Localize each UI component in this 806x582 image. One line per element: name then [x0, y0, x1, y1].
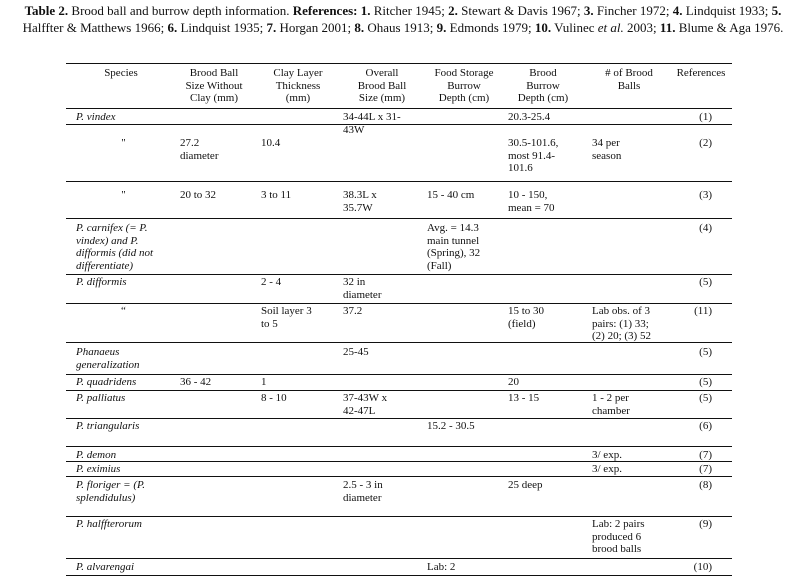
table-cell-species: P. floriger = (P. splendidulus)	[76, 479, 146, 504]
table-cell-ref: (1)	[699, 111, 712, 123]
table-caption	[4, 2, 802, 36]
table-cell-clay: Soil layer 3 to 5	[261, 305, 312, 330]
table-cell-overall: 25-45	[343, 346, 369, 358]
reference-text: Halffter & Matthews 1966;	[22, 20, 168, 35]
table-cell-number: Lab: 2 pairs produced 6 brood balls	[592, 518, 645, 555]
table-cell-species: “	[121, 305, 126, 317]
reference-number: 3.	[583, 3, 594, 18]
table-cell-ref: (4)	[699, 222, 712, 234]
column-header-overall: Overall Brood Ball Size (mm)	[357, 67, 407, 104]
table-cell-overall: 37.2	[343, 305, 363, 317]
column-header-clay: Clay Layer Thickness (mm)	[273, 67, 323, 104]
table-cell-ref: (5)	[699, 392, 712, 404]
table-cell-food: 15 - 40 cm	[427, 189, 475, 201]
row-divider	[66, 516, 732, 517]
table-cell-number: 34 per season	[592, 137, 622, 162]
table-cell-species: P. palliatus	[76, 392, 126, 404]
table-cell-species: P. halffterorum	[76, 518, 143, 530]
table-cell-overall: 34-44L x 31- 43W	[343, 111, 401, 136]
row-divider	[66, 446, 732, 447]
table-cell-ref: (8)	[699, 479, 712, 491]
column-header-food: Food Storage Burrow Depth (cm)	[434, 67, 494, 104]
table-cell-species: "	[121, 137, 126, 149]
table-cell-overall: 37-43W x 42-47L	[343, 392, 388, 417]
reference-text: Edmonds 1979;	[449, 20, 535, 35]
reference-number: 8.	[354, 20, 365, 35]
table-cell-depth: 13 - 15	[508, 392, 540, 404]
table-cell-species: P. vindex	[76, 111, 116, 123]
table-cell-ball: 27.2 diameter	[180, 137, 219, 162]
table-cell-number: 3/ exp.	[592, 449, 622, 461]
table-cell-species: Phanaeus generalization	[76, 346, 140, 371]
reference-number: 7.	[266, 20, 277, 35]
reference-text: Stewart & Davis 1967;	[461, 3, 584, 18]
references-label: References:	[292, 3, 358, 18]
table-cell-clay: 2 - 4	[261, 276, 282, 288]
row-divider	[66, 374, 732, 375]
table-cell-ref: (6)	[699, 420, 712, 432]
reference-text: Vulinec	[554, 20, 598, 35]
row-divider	[66, 303, 732, 304]
table-cell-ref: (11)	[694, 305, 712, 317]
table-cell-species: P. triangularis	[76, 420, 140, 432]
table-cell-overall: 32 in diameter	[343, 276, 382, 301]
reference-text: Horgan 2001;	[279, 20, 355, 35]
reference-number: 4.	[672, 3, 683, 18]
reference-text: Blume & Aga 1976.	[678, 20, 784, 35]
column-header-number: # of Brood Balls	[605, 67, 653, 92]
table-cell-species: P. eximius	[76, 463, 121, 475]
table-cell-ball: 36 - 42	[180, 376, 212, 388]
reference-number: 9.	[436, 20, 447, 35]
row-divider	[66, 418, 732, 419]
reference-number: 10.	[534, 20, 552, 35]
caption-title: Brood ball and burrow depth information.	[71, 3, 290, 18]
row-divider	[66, 218, 732, 219]
table-cell-ref: (3)	[699, 189, 712, 201]
table-cell-depth: 30.5-101.6, most 91.4- 101.6	[508, 137, 559, 174]
table-cell-overall: 2.5 - 3 in diameter	[343, 479, 383, 504]
table-cell-ref: (10)	[693, 561, 712, 573]
table-cell-depth: 25 deep	[508, 479, 543, 491]
row-divider	[66, 181, 732, 182]
table-cell-species: P. demon	[76, 449, 117, 461]
table-cell-species: P. alvarengai	[76, 561, 135, 573]
reference-number: 11.	[659, 20, 676, 35]
table-cell-food: Lab: 2	[427, 561, 456, 573]
table-cell-ball: 20 to 32	[180, 189, 217, 201]
header-bottom-rule	[66, 108, 732, 109]
table-cell-number: 3/ exp.	[592, 463, 622, 475]
table-cell-clay: 1	[261, 376, 267, 388]
reference-text: Lindquist 1935;	[180, 20, 267, 35]
reference-text: Ritcher 1945;	[373, 3, 449, 18]
table-cell-species: P. difformis	[76, 276, 127, 288]
table-cell-number: Lab obs. of 3 pairs: (1) 33; (2) 20; (3) 52	[592, 305, 651, 342]
table-cell-species: "	[121, 189, 126, 201]
row-divider	[66, 476, 732, 477]
table-cell-depth: 10 - 150, mean = 70	[508, 189, 555, 214]
table-cell-clay: 8 - 10	[261, 392, 287, 404]
table-cell-ref: (5)	[699, 376, 712, 388]
table-cell-number: 1 - 2 per chamber	[592, 392, 630, 417]
row-divider	[66, 461, 732, 462]
table-cell-ref: (9)	[699, 518, 712, 530]
reference-number: 5.	[771, 3, 782, 18]
table-cell-food: 15.2 - 30.5	[427, 420, 475, 432]
row-divider	[66, 124, 732, 125]
table-cell-ref: (7)	[699, 463, 712, 475]
column-header-refs: References	[676, 67, 726, 79]
table-cell-species: P. quadridens	[76, 376, 137, 388]
reference-text: Ohaus 1913;	[367, 20, 437, 35]
table-cell-clay: 3 to 11	[261, 189, 292, 201]
table-cell-species: P. carnifex (= P. vindex) and P. difformis (did not differentiate)	[76, 222, 154, 272]
table-cell-ref: (5)	[699, 276, 712, 288]
reference-text: Fincher 1972;	[596, 3, 673, 18]
row-divider	[66, 575, 732, 576]
reference-number: 1.	[360, 3, 371, 18]
table-cell-clay: 10.4	[261, 137, 281, 149]
table-label: Table 2.	[24, 3, 69, 18]
table-cell-overall: 38.3L x 35.7W	[343, 189, 377, 214]
row-divider	[66, 274, 732, 275]
table-cell-depth: 20	[508, 376, 519, 388]
column-header-ball-size: Brood Ball Size Without Clay (mm)	[185, 67, 243, 104]
table-cell-depth: 15 to 30 (field)	[508, 305, 545, 330]
table-cell-ref: (2)	[699, 137, 712, 149]
reference-text: 2003;	[627, 20, 660, 35]
column-header-depth: Brood Burrow Depth (cm)	[517, 67, 569, 104]
row-divider	[66, 558, 732, 559]
table-cell-ref: (5)	[699, 346, 712, 358]
row-divider	[66, 390, 732, 391]
table-cell-depth: 20.3-25.4	[508, 111, 551, 123]
et-al-text: et al.	[597, 20, 624, 35]
column-header-species: Species	[104, 67, 138, 79]
reference-number: 6.	[167, 20, 178, 35]
reference-text: Lindquist 1933;	[685, 3, 772, 18]
table-cell-ref: (7)	[699, 449, 712, 461]
row-divider	[66, 342, 732, 343]
table-cell-food: Avg. = 14.3 main tunnel (Spring), 32 (Fall)	[427, 222, 481, 272]
reference-number: 2.	[448, 3, 458, 18]
table-top-rule	[66, 63, 732, 64]
